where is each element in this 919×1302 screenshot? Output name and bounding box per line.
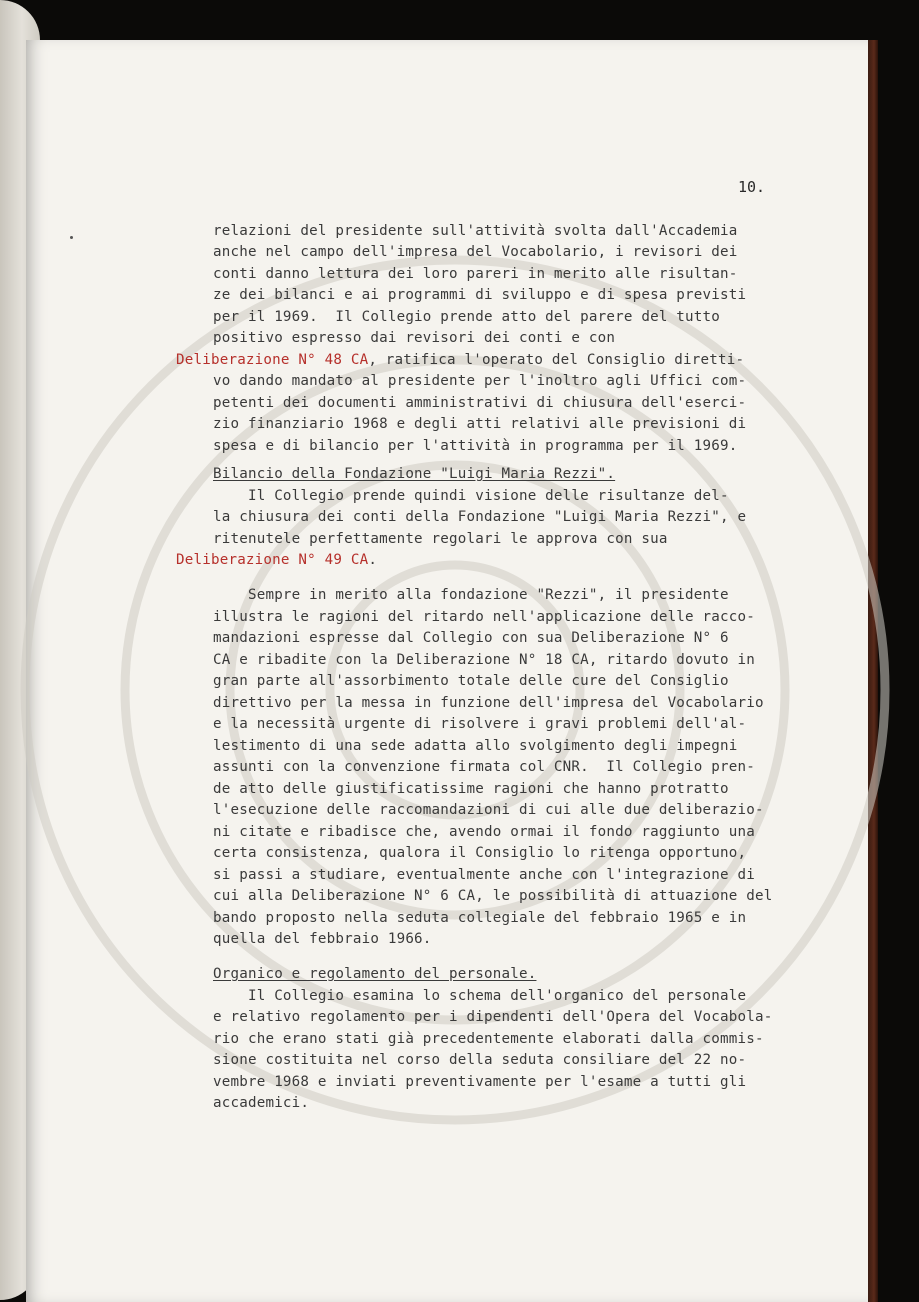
text-line: petenti dei documenti amministrativi di chiusura dell'eserci-: [213, 395, 747, 411]
text-line: Sempre in merito alla fondazione "Rezzi", il presidente: [213, 587, 729, 603]
text-line: assunti con la convenzione firmata col CNR. Il Collegio pren-: [213, 759, 755, 775]
text-line: lestimento di una sede adatta allo svolgimento degli impegni: [213, 738, 738, 754]
text-line: conti danno lettura dei loro pareri in merito alle risultan-: [213, 266, 738, 282]
text-line: ze dei bilanci e ai programmi di sviluppo e di spesa previsti: [213, 287, 747, 303]
ink-dot: [70, 236, 73, 239]
text-line: Il Collegio esamina lo schema dell'organico del personale: [213, 988, 747, 1004]
text-line: positivo espresso dai revisori dei conti e con: [213, 330, 616, 346]
text-line: quella del febbraio 1966.: [213, 931, 432, 947]
text-line: e la necessità urgente di risolvere i gravi problemi dell'al-: [213, 716, 747, 732]
deliberation-note: Deliberazione N° 49 CA: [176, 552, 369, 568]
text-line: zio finanziario 1968 e degli atti relativi alle previsioni di: [213, 416, 747, 432]
text-line: ritenutele perfettamente regolari le approva con sua: [213, 531, 668, 547]
text-line: vembre 1968 e inviati preventivamente per l'esame a tutti gli: [213, 1074, 747, 1090]
book-cover-edge: [868, 40, 878, 1302]
text-line: spesa e di bilancio per l'attività in programma per il 1969.: [213, 438, 738, 454]
text-line: accademici.: [213, 1095, 310, 1111]
page-number: 10.: [738, 178, 766, 196]
text-line: relazioni del presidente sull'attività svolta dall'Accademia: [213, 223, 738, 239]
text-line: vo dando mandato al presidente per l'inoltro agli Uffici com-: [213, 373, 747, 389]
text-line: Il Collegio prende quindi visione delle risultanze del-: [213, 488, 729, 504]
text-line: certa consistenza, qualora il Consiglio lo ritenga opportuno,: [213, 845, 747, 861]
text-line: e relativo regolamento per i dipendenti dell'Opera del Vocabola-: [213, 1009, 773, 1025]
text-line: illustra le ragioni del ritardo nell'applicazione delle racco-: [213, 609, 755, 625]
deliberation-note: Deliberazione N° 48 CA: [176, 352, 369, 368]
text-line: gran parte all'assorbimento totale delle cure del Consiglio: [213, 673, 729, 689]
text-line: [176, 550, 377, 570]
text-fragment: .: [368, 552, 378, 568]
text-line: direttivo per la messa in funzione dell'impresa del Vocabolario: [213, 695, 764, 711]
section-heading: Bilancio della Fondazione "Luigi Maria Rezzi".: [213, 466, 616, 482]
text-line: l'esecuzione delle raccomandazioni di cui alle due deliberazio-: [213, 802, 764, 818]
text-line: de atto delle giustificatissime ragioni che hanno protratto: [213, 781, 729, 797]
text-line: ni citate e ribadisce che, avendo ormai il fondo raggiunto una: [213, 824, 755, 840]
text-line: anche nel campo dell'impresa del Vocabolario, i revisori dei: [213, 244, 738, 260]
text-line: [176, 350, 744, 370]
section-heading: Organico e regolamento del personale.: [213, 966, 537, 982]
text-line: sione costituita nel corso della seduta consiliare del 22 no-: [213, 1052, 747, 1068]
text-line: mandazioni espresse dal Collegio con sua Deliberazione N° 6: [213, 630, 729, 646]
text-fragment: , ratifica l'operato del Consiglio diretti-: [368, 352, 745, 368]
text-line: CA e ribadite con la Deliberazione N° 18 CA, ritardo dovuto in: [213, 652, 755, 668]
text-line: cui alla Deliberazione N° 6 CA, le possibilità di attuazione del: [213, 888, 773, 904]
text-line: per il 1969. Il Collegio prende atto del parere del tutto: [213, 309, 721, 325]
text-line: la chiusura dei conti della Fondazione "Luigi Maria Rezzi", e: [213, 509, 747, 525]
text-line: rio che erano stati già precedentemente elaborati dalla commis-: [213, 1031, 764, 1047]
text-line: bando proposto nella seduta collegiale del febbraio 1965 e in: [213, 910, 747, 926]
text-line: si passi a studiare, eventualmente anche con l'integrazione di: [213, 867, 755, 883]
